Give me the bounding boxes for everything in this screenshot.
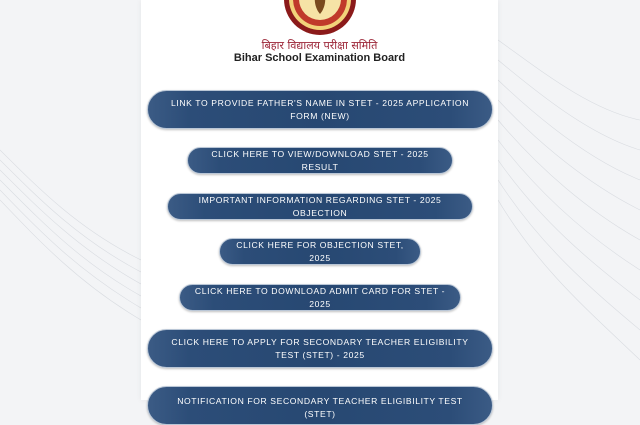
link-notification-stet[interactable]: NOTIFICATION FOR SECONDARY TEACHER ELIGIBILITY TEST (STET) [147, 386, 493, 425]
link-important-info-objection[interactable]: IMPORTANT INFORMATION REGARDING STET - 2025 OBJECTION [167, 193, 473, 220]
link-fathers-name-stet-2025[interactable]: LINK TO PROVIDE FATHER'S NAME IN STET - 2025 APPLICATION FORM (NEW) [147, 90, 493, 129]
hindi-board-name: बिहार विद्यालय परीक्षा समिति [261, 39, 378, 52]
english-board-name: Bihar School Examination Board [233, 52, 406, 64]
bseb-emblem-icon [283, 0, 357, 36]
link-download-admit-card[interactable]: CLICK HERE TO DOWNLOAD ADMIT CARD FOR STET - 2025 [179, 284, 461, 311]
link-view-download-result[interactable]: CLICK HERE TO VIEW/DOWNLOAD STET - 2025 RESULT [187, 147, 453, 174]
link-apply-stet-2025[interactable]: CLICK HERE TO APPLY FOR SECONDARY TEACHER ELIGIBILITY TEST (STET) - 2025 [147, 329, 493, 368]
link-objection-stet-2025[interactable]: CLICK HERE FOR OBJECTION STET, 2025 [219, 238, 421, 265]
